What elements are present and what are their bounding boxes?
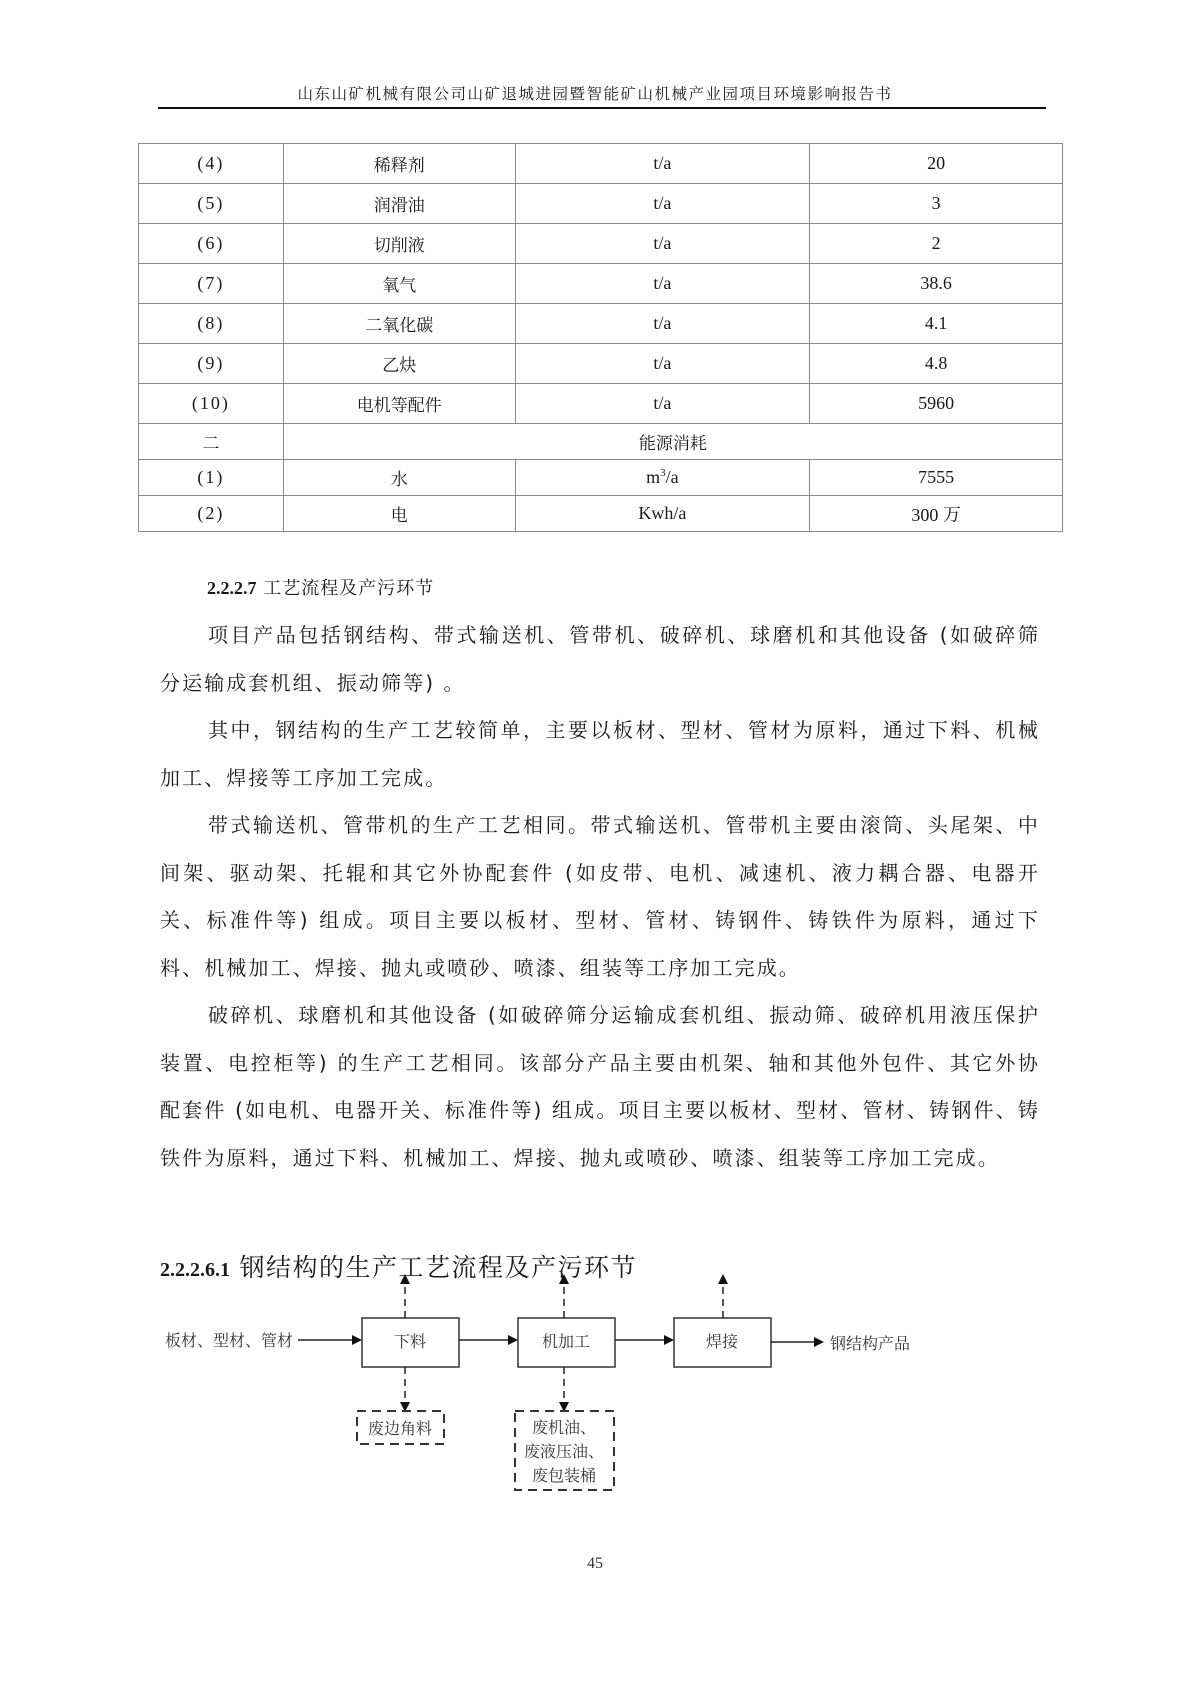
quantity: 7555 xyxy=(810,460,1063,496)
document-header-title: 山东山矿机械有限公司山矿退城进园暨智能矿山机械产业园项目环境影响报告书 xyxy=(297,85,893,103)
waste-label: 废包装桶 xyxy=(531,1466,597,1485)
quantity: 4.1 xyxy=(810,304,1063,344)
flow-input-label: 板材、型材、管材 xyxy=(165,1331,294,1350)
quantity: 300 万 xyxy=(810,496,1063,532)
unit: t/a xyxy=(515,224,810,264)
energy-name: 水 xyxy=(283,460,515,496)
table-row xyxy=(139,184,1063,224)
unit: Kwh/a xyxy=(515,496,810,532)
energy-name: 电 xyxy=(283,496,515,532)
section-number: 2.2.2.7 xyxy=(207,578,257,598)
flow-step-label: 下料 xyxy=(393,1332,427,1351)
unit-rest: /a xyxy=(665,467,679,487)
paragraph: 项目产品包括钢结构、带式输送机、管带机、破碎机、球磨机和其他设备 (如破碎筛分运输成套机组、振动筛等) 。 xyxy=(160,623,1040,695)
material-name: 乙炔 xyxy=(283,344,515,384)
row-number: (5) xyxy=(139,184,284,224)
table-group-row xyxy=(139,424,1063,460)
row-number: (2) xyxy=(139,496,284,532)
paragraph: 带式输送机、管带机的生产工艺相同。带式输送机、管带机主要由滚筒、头尾架、中间架、驱动架、托辊和其它外协配套件 (如皮带、电机、减速机、液力耦合器、电器开关、标准件等) 组成。项目主要以板材、型材、管材、铸钢件、铸铁件为原料，通过下料、机械加工、焊接、抛丸或喷砂、喷漆、组装等工序加工完成。 xyxy=(160,813,1040,980)
section-heading xyxy=(207,574,434,600)
page-number: 45 xyxy=(587,1555,603,1572)
table-row xyxy=(139,496,1063,532)
process-flow-diagram xyxy=(150,1270,950,1520)
materials-energy-table xyxy=(138,143,1063,532)
group-number: 二 xyxy=(139,424,284,460)
section-title: 工艺流程及产污环节 xyxy=(263,578,435,599)
unit-superscript: 3 xyxy=(660,467,666,479)
unit: t/a xyxy=(515,384,810,424)
row-number: (10) xyxy=(139,384,284,424)
paragraph: 破碎机、球磨机和其他设备 (如破碎筛分运输成套机组、振动筛、破碎机用液压保护装置、电控柜等) 的生产工艺相同。该部分产品主要由机架、轴和其他外包件、其它外协配套件 (如电机、电器开关、标准件等) 组成。项目主要以板材、型材、管材、铸钢件、铸铁件为原料，通过下料、机械加工、焊接、抛丸或喷砂、喷漆、组装等工序加工完成。 xyxy=(160,1003,1040,1170)
material-name: 润滑油 xyxy=(283,184,515,224)
unit xyxy=(515,460,810,496)
unit-base: m xyxy=(646,467,661,487)
subsection-title: 钢结构的生产工艺流程及产污环节 xyxy=(239,1253,637,1282)
waste-label: 废机油、 xyxy=(531,1418,597,1437)
unit: t/a xyxy=(515,144,810,184)
row-number: (8) xyxy=(139,304,284,344)
table-row xyxy=(139,264,1063,304)
material-name: 切削液 xyxy=(283,224,515,264)
row-number: (9) xyxy=(139,344,284,384)
material-name: 二氧化碳 xyxy=(283,304,515,344)
quantity: 3 xyxy=(810,184,1063,224)
quantity: 2 xyxy=(810,224,1063,264)
table-row xyxy=(139,144,1063,184)
subsection-number: 2.2.2.6.1 xyxy=(160,1259,230,1281)
unit: t/a xyxy=(515,344,810,384)
row-number: (1) xyxy=(139,460,284,496)
table-row xyxy=(139,384,1063,424)
quantity: 5960 xyxy=(810,384,1063,424)
waste-label: 废液压油、 xyxy=(523,1442,605,1461)
header-rule xyxy=(158,107,1046,109)
paragraph: 其中，钢结构的生产工艺较简单，主要以板材、型材、管材为原料，通过下料、机械加工、焊接等工序加工完成。 xyxy=(160,718,1040,790)
row-number: (6) xyxy=(139,224,284,264)
table-row xyxy=(139,304,1063,344)
flow-step-label: 机加工 xyxy=(541,1332,591,1351)
waste-label: 废边角料 xyxy=(367,1419,433,1438)
unit: t/a xyxy=(515,184,810,224)
quantity: 4.8 xyxy=(810,344,1063,384)
table-row xyxy=(139,460,1063,496)
table-row xyxy=(139,344,1063,384)
flow-output-label: 钢结构产品 xyxy=(830,1334,911,1353)
unit: t/a xyxy=(515,304,810,344)
group-title: 能源消耗 xyxy=(283,424,1062,460)
table-row xyxy=(139,224,1063,264)
material-name: 稀释剂 xyxy=(283,144,515,184)
unit: t/a xyxy=(515,264,810,304)
row-number: (7) xyxy=(139,264,284,304)
quantity: 20 xyxy=(810,144,1063,184)
quantity: 38.6 xyxy=(810,264,1063,304)
material-name: 电机等配件 xyxy=(283,384,515,424)
material-name: 氧气 xyxy=(283,264,515,304)
flow-step-label: 焊接 xyxy=(705,1332,739,1351)
row-number: (4) xyxy=(139,144,284,184)
